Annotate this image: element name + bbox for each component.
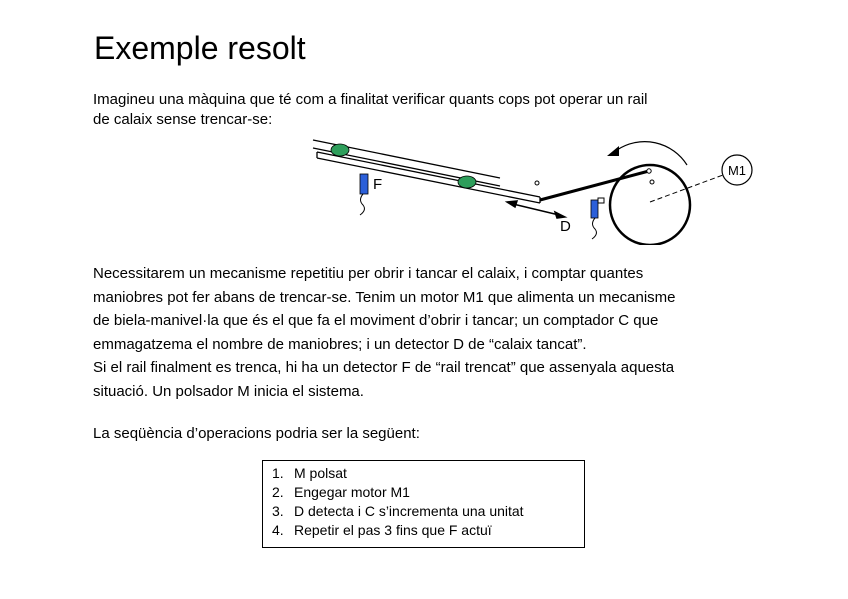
crank-wheel: [610, 165, 690, 245]
rotation-arrowhead: [607, 146, 619, 156]
connecting-rod: [540, 171, 649, 200]
sequence-intro: La seqüència d’operacions podria ser la següent:: [93, 425, 420, 442]
detector-f-icon: [360, 174, 368, 194]
operation-steps-box: [262, 460, 585, 548]
body-line: maniobres pot fer abans de trencar-se. Tenim un motor M1 que alimenta un mecanisme: [93, 288, 676, 306]
body-line: de biela-manivel·la que és el que fa el moviment d’obrir i tancar; un comptador C que: [93, 312, 659, 329]
step-number: 3.: [272, 503, 284, 519]
body-line: situació. Un polsador M inicia el sistema.: [93, 382, 364, 400]
body-line: Si el rail finalment es trenca, hi ha un detector F de “rail trencat” que assenyala aquesta: [93, 359, 675, 376]
step-text: Engegar motor M1: [294, 484, 410, 500]
step-number: 4.: [272, 522, 284, 538]
step-text: Repetir el pas 3 fins que F actuï: [294, 522, 492, 538]
step-item: [272, 464, 584, 483]
motion-arrow: [507, 201, 565, 218]
detector-d-head: [598, 198, 604, 203]
intro-line: de calaix sense trencar-se:: [93, 111, 273, 128]
crank-pin: [647, 169, 651, 173]
label-f: F: [373, 176, 383, 193]
label-m1: M1: [727, 163, 747, 178]
step-item: [272, 502, 584, 521]
intro-paragraph: [93, 90, 793, 130]
rotation-arrow: [617, 142, 687, 165]
sensor-d-wire: [592, 218, 596, 239]
pivot-dot: [535, 181, 539, 185]
label-d: D: [560, 218, 571, 235]
description-paragraph: [93, 262, 813, 403]
intro-line: Imagineu una màquina que té com a finalitat verificar quants cops pot operar un rail: [93, 91, 648, 108]
crank-center: [650, 180, 654, 184]
drawer-rail-diagram: [305, 130, 765, 245]
step-text: M polsat: [294, 465, 347, 481]
step-item: [272, 521, 584, 540]
body-line: emmagatzema el nombre de maniobres; i un detector D de “calaix tancat”.: [93, 335, 587, 353]
sensor-f-wire: [360, 194, 364, 215]
detector-d-icon: [591, 200, 598, 218]
step-text: D detecta i C s’incrementa una unitat: [294, 503, 524, 519]
step-number: 1.: [272, 465, 284, 481]
step-number: 2.: [272, 484, 284, 500]
step-item: [272, 483, 584, 502]
body-line: Necessitarem un mecanisme repetitiu per obrir i tancar el calaix, i comptar quantes: [93, 265, 644, 282]
page-title: Exemple resolt: [94, 30, 306, 66]
